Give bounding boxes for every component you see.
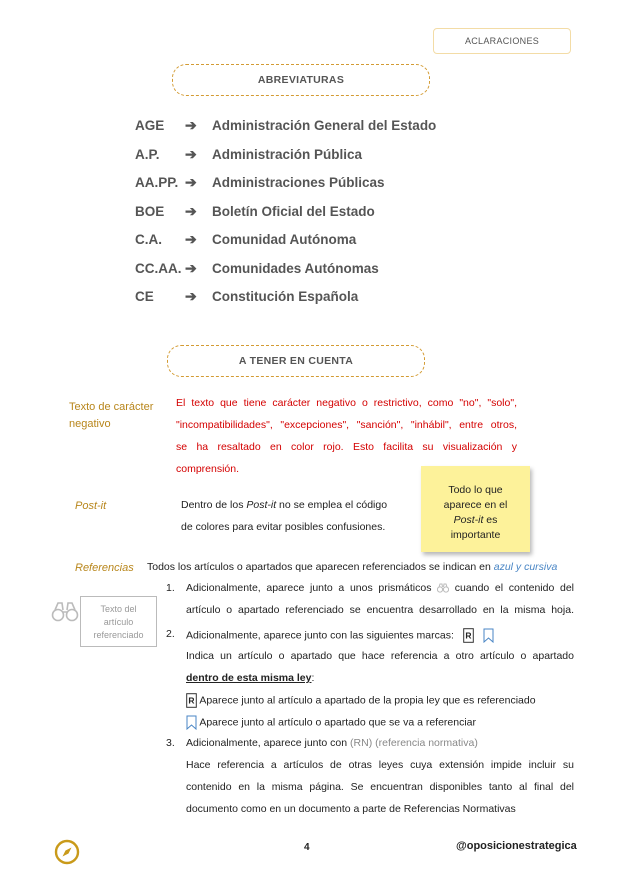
abbreviation-code: C.A.: [135, 232, 162, 247]
abbreviations-title: ABREVIATURAS: [172, 64, 430, 96]
references-intro: Todos los artículos o apartados que aparecen referenciados se indican en azul y cursiva: [147, 561, 558, 573]
list-line: dentro de esta misma ley:: [186, 672, 315, 684]
bookmark-icon: [186, 715, 197, 730]
negative-label: Texto de carácter negativo: [69, 401, 154, 430]
abbreviation-full: Administraciones Públicas: [212, 175, 385, 190]
negative-line: El texto que tiene carácter negativo o restrictivo, como "no", "solo",: [176, 397, 517, 409]
arrow-right-icon: ➔: [185, 117, 197, 133]
list-number: 1.: [166, 582, 175, 594]
list-bullet: R Aparece junto al artículo a apartado de la propia ley que es referenciado: [186, 693, 574, 708]
postit-note: Todo lo que aparece en el Post-it es importante: [421, 466, 530, 552]
bookmark-icon: [483, 628, 494, 643]
abbreviation-code: AA.PP.: [135, 175, 179, 190]
section-tag: ACLARACIONES: [433, 28, 571, 54]
abbreviation-full: Boletín Oficial del Estado: [212, 203, 375, 219]
referenced-text-box: Texto del artículo referenciado: [80, 596, 157, 647]
r-marker-icon: [463, 628, 474, 643]
list-number: 3.: [166, 737, 175, 749]
reference-emphasis: azul y cursiva: [493, 561, 558, 573]
abbreviation-code: AGE: [135, 118, 165, 133]
arrow-right-icon: ➔: [185, 288, 197, 304]
notes-title: A TENER EN CUENTA: [167, 345, 425, 377]
references-label: Referencias: [75, 562, 134, 574]
arrow-right-icon: ➔: [185, 174, 197, 190]
list-line: Indica un artículo o apartado que hace referencia a otro artículo o apartado: [186, 650, 574, 662]
list-line: artículo o apartado referenciado se encuentra desarrollado en la misma hoja.: [186, 604, 574, 616]
references-list: [166, 580, 574, 820]
list-line: Adicionalmente, aparece junto a unos prismáticos cuando el contenido del: [186, 582, 574, 594]
abbreviation-full: Comunidades Autónomas: [212, 260, 379, 276]
postit-explanation: Dentro de los Post-it no se emplea el código de colores para evitar posibles confusiones.: [181, 499, 388, 533]
abbreviation-code: BOE: [135, 203, 165, 219]
svg-text:R: R: [188, 695, 195, 706]
negative-line: "incompatibilidades", "excepciones", "sanción", "inhábil", entre otros,: [176, 419, 517, 431]
svg-text:R: R: [465, 630, 472, 641]
abbreviation-full: Constitución Española: [212, 289, 359, 304]
negative-line: comprensión.: [176, 463, 240, 475]
binoculars-icon: [51, 601, 79, 623]
arrow-right-icon: ➔: [185, 202, 197, 219]
compass-icon: [54, 839, 80, 865]
postit-label: Post-it: [75, 500, 107, 512]
list-number: 2.: [166, 628, 175, 640]
abbreviation-code: CE: [135, 289, 154, 304]
list-line: Adicionalmente, aparece junto con las siguientes marcas: R: [186, 628, 574, 643]
list-line: Adicionalmente, aparece junto con (RN) (referencia normativa): [186, 737, 478, 749]
abbreviation-full: Administración General del Estado: [212, 118, 437, 133]
arrow-right-icon: ➔: [185, 231, 197, 247]
r-marker-icon: [186, 693, 197, 708]
abbreviation-code: CC.AA.: [135, 260, 182, 276]
list-bullet: Aparece junto al artículo o apartado que se va a referenciar: [186, 715, 574, 730]
list-line: documento como en un documento a parte de Referencias Normativas: [186, 803, 516, 815]
footer-handle: @oposicionestrategica: [456, 840, 577, 852]
negative-line: se ha resaltado en color rojo. Esto facilita su visualización y: [176, 441, 517, 453]
list-line: Hace referencia a artículos de otras leyes cuya extensión impide incluir su: [186, 759, 574, 771]
arrow-right-icon: ➔: [185, 145, 197, 162]
binoculars-icon: [437, 583, 449, 593]
arrow-right-icon: ➔: [185, 259, 197, 276]
page-number: 4: [304, 842, 310, 853]
list-line: contenido en la misma página. Se encuentran disponibles tanto al final del: [186, 781, 574, 793]
abbreviation-code: A.P.: [135, 146, 160, 162]
abbreviation-full: Administración Pública: [212, 146, 363, 162]
abbreviation-full: Comunidad Autónoma: [212, 232, 357, 247]
